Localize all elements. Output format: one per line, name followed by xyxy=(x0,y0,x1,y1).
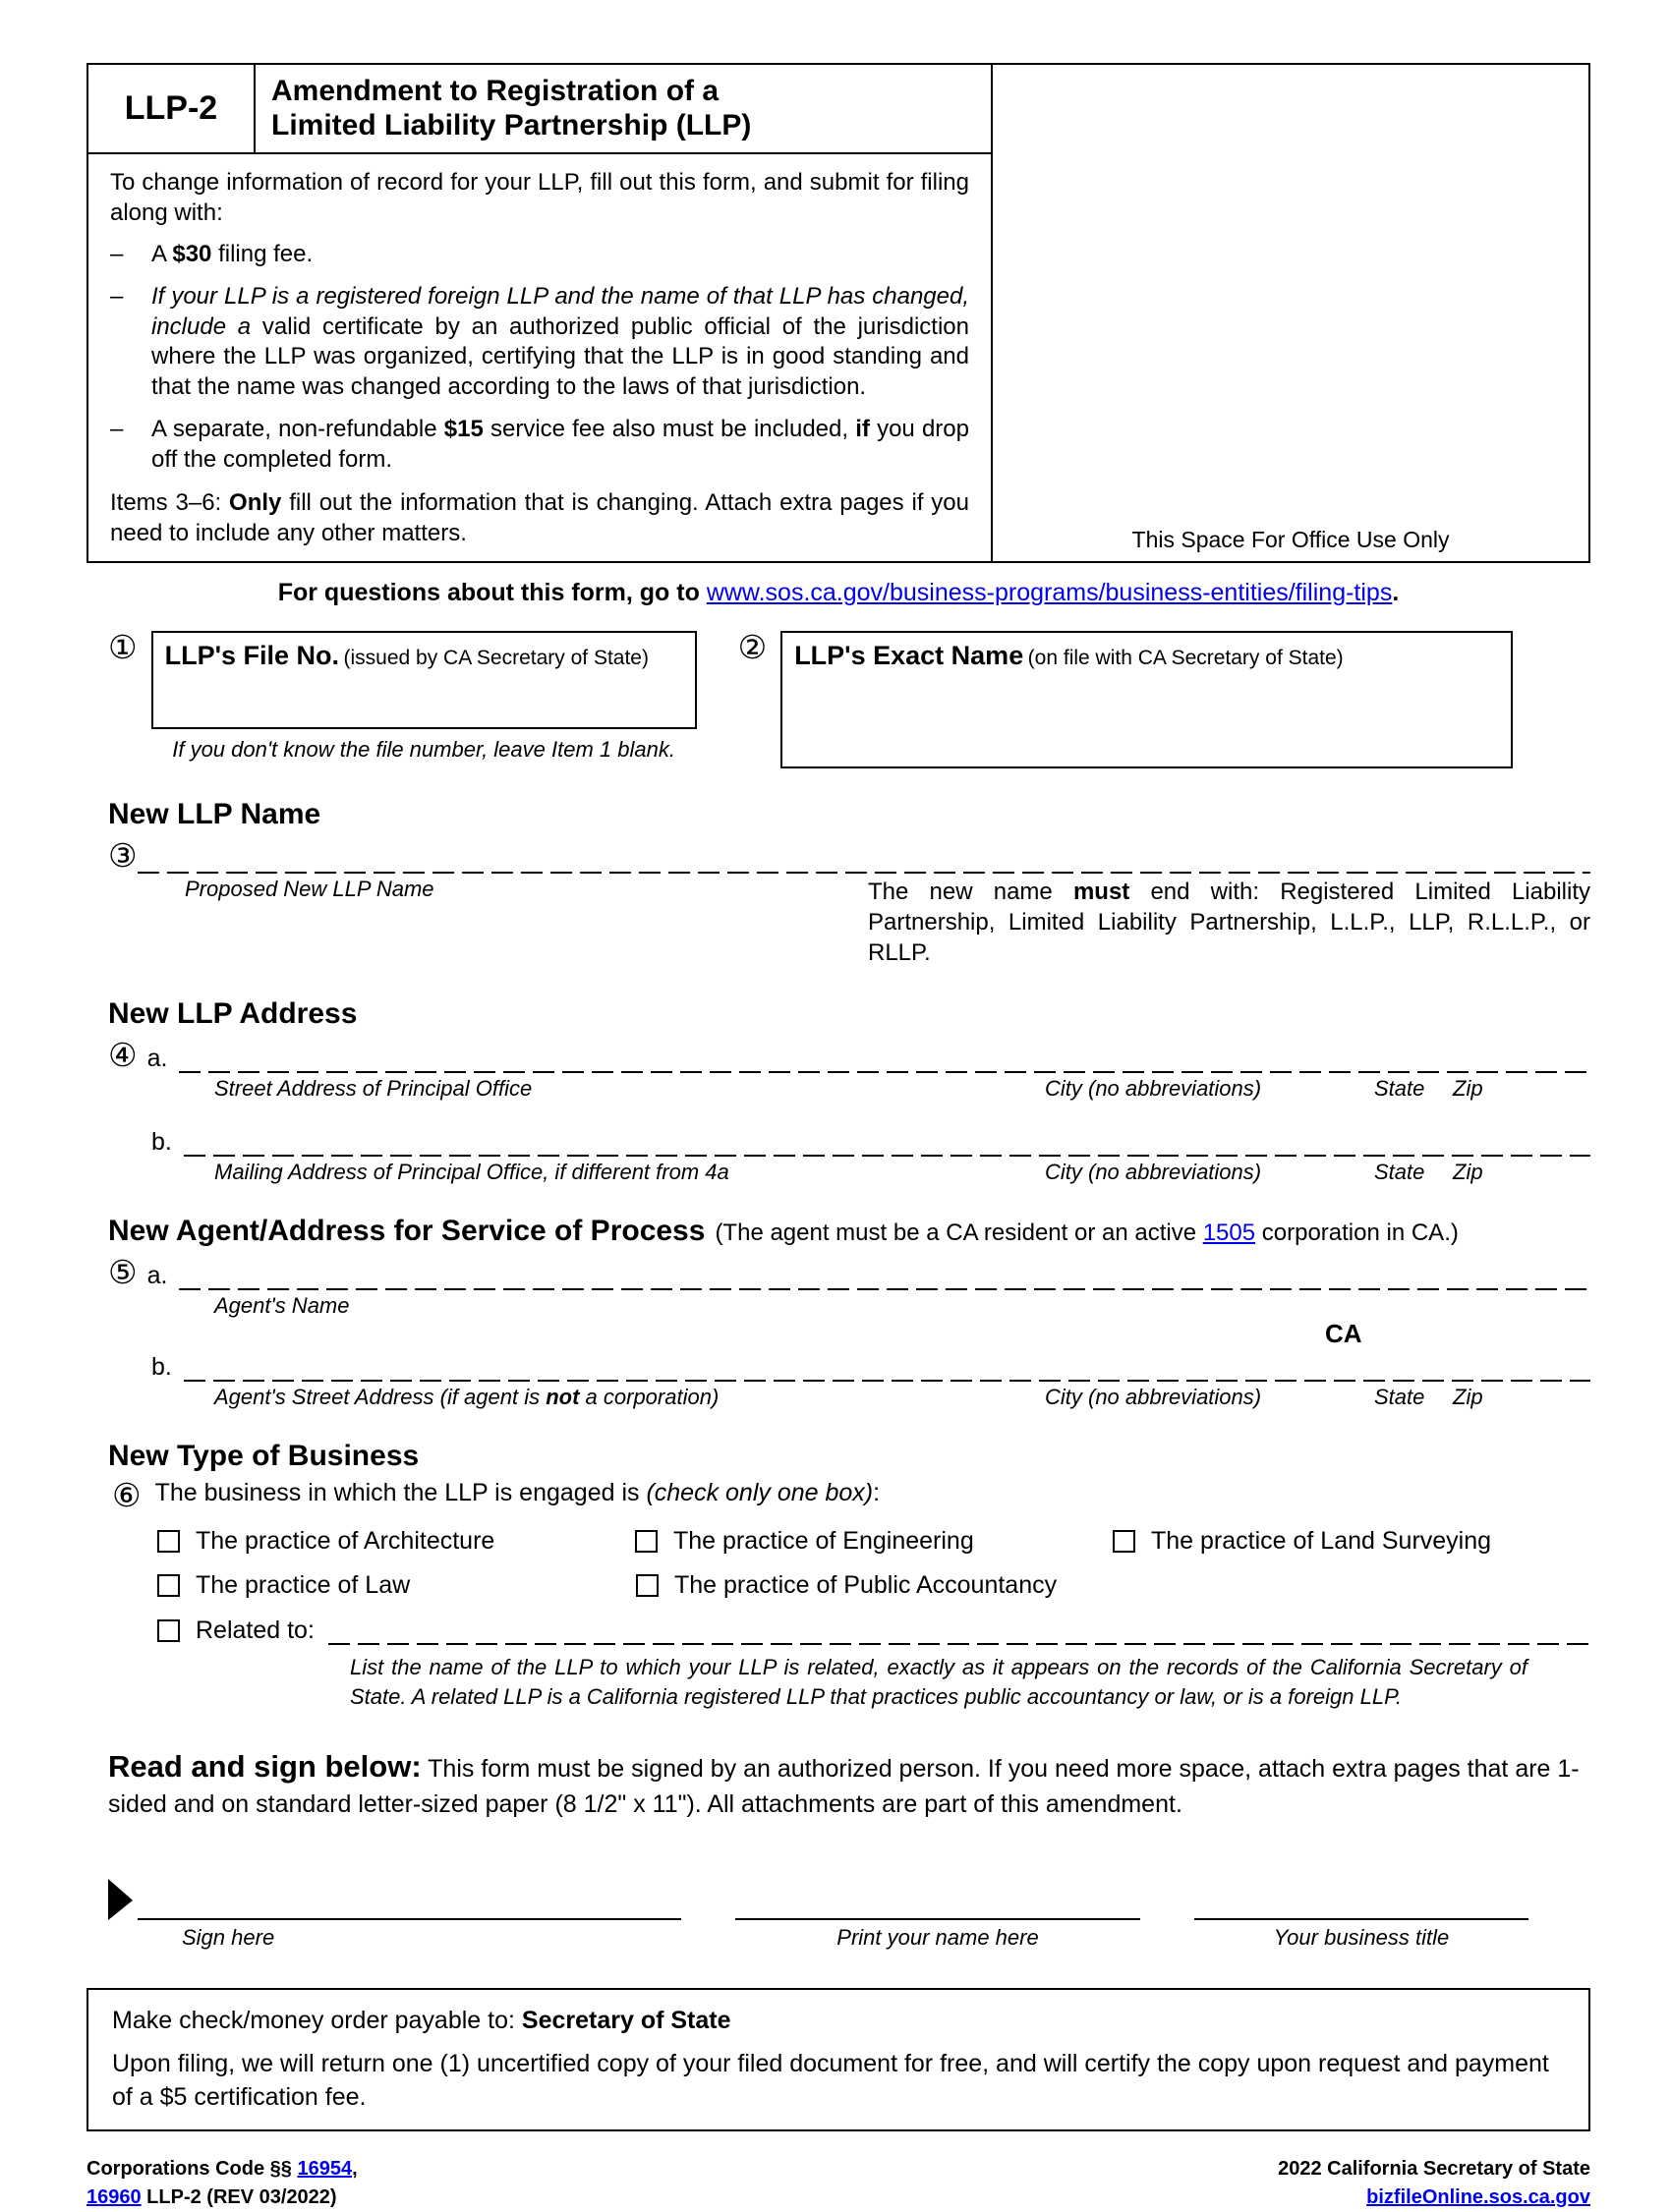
mailing-address-field[interactable] xyxy=(184,1123,1590,1157)
agent-name-label: Agent's Name xyxy=(214,1293,350,1319)
bullet-dash: – xyxy=(110,415,124,442)
new-name-requirement-note: The new name must end with: Registered Limited Liability Partnership, Limited Liability Partnership, L.L.P., LLP, R.L.L.P., or RLLP. xyxy=(868,878,1590,967)
section-1505-link[interactable]: 1505 xyxy=(1202,1219,1256,1247)
bullet-dash: – xyxy=(110,241,124,268)
state-label: State xyxy=(1374,1076,1425,1102)
business-title-label: Your business title xyxy=(1273,1925,1450,1951)
item-1-note: If you don't know the file number, leave Item 1 blank. xyxy=(172,736,675,762)
new-type-of-business-heading: New Type of Business xyxy=(108,1440,420,1473)
items-3-6-note: Items 3–6: Only fill out the information that is changing. Attach extra pages if you need to include any other matters. xyxy=(110,489,969,546)
city-label: City (no abbreviations) xyxy=(1045,1076,1262,1102)
agent-street-address-field[interactable] xyxy=(184,1348,1590,1382)
checkbox-icon[interactable] xyxy=(636,1574,659,1597)
option-land-surveying[interactable]: The practice of Land Surveying xyxy=(1113,1527,1590,1556)
bullet-service-fee-text: A separate, non-refundable $15 service fee also must be included, if you drop off the completed form. xyxy=(151,415,969,473)
address-row-b xyxy=(86,1123,1590,1157)
checkbox-icon[interactable] xyxy=(157,1619,180,1642)
bizfile-link[interactable]: bizfileOnline.sos.ca.gov xyxy=(1366,2186,1590,2209)
new-llp-name-heading: New LLP Name xyxy=(108,797,321,830)
related-llp-name-field[interactable] xyxy=(328,1616,1590,1645)
top-area xyxy=(86,63,1590,563)
business-sentence-text: The business in which the LLP is engaged is (check only one box): xyxy=(154,1479,881,1507)
form-title-line1: Amendment to Registration of a xyxy=(271,75,720,107)
signature-labels xyxy=(86,1925,1590,1951)
print-name-label: Print your name here xyxy=(836,1925,1039,1951)
agent-row-b-labels xyxy=(86,1385,1590,1410)
agent-row-a xyxy=(86,1256,1590,1290)
footer-right xyxy=(1278,2155,1590,2212)
option-law[interactable]: The practice of Law xyxy=(157,1571,636,1600)
option-engineering[interactable]: The practice of Engineering xyxy=(635,1527,1113,1556)
llp-exact-name-label: LLP's Exact Name xyxy=(794,640,1024,670)
street-address-label: Street Address of Principal Office xyxy=(214,1076,533,1102)
llp-file-number-label: LLP's File No. xyxy=(164,640,340,670)
bullet-dash: – xyxy=(110,282,124,310)
item-1 xyxy=(108,628,697,768)
instruction-bullet-service-fee xyxy=(110,415,969,475)
address-row-a xyxy=(86,1039,1590,1073)
business-options-row-1 xyxy=(86,1527,1590,1556)
instruction-bullet-fee xyxy=(110,240,969,270)
item-2 xyxy=(737,628,1514,768)
read-and-sign-lead: Read and sign below: xyxy=(108,1748,422,1784)
new-llp-address-heading: New LLP Address xyxy=(108,997,358,1031)
street-address-field[interactable] xyxy=(179,1040,1590,1073)
zip-label: Zip xyxy=(1453,1076,1483,1102)
city-label: City (no abbreviations) xyxy=(1045,1160,1262,1185)
state-label: State xyxy=(1374,1160,1425,1185)
new-llp-name-row xyxy=(86,836,1590,874)
code-16954-link[interactable]: 16954 xyxy=(297,2158,353,2181)
llp-exact-name-field[interactable] xyxy=(780,631,1513,768)
mailing-address-label: Mailing Address of Principal Office, if different from 4a xyxy=(214,1160,729,1185)
new-llp-name-labels xyxy=(86,877,1590,969)
new-agent-heading: New Agent/Address for Service of Process (The agent must be a CA resident or an active 1505 corporation in CA.) xyxy=(108,1215,1459,1248)
checkbox-icon[interactable] xyxy=(157,1574,180,1597)
checkbox-icon[interactable] xyxy=(1113,1530,1135,1553)
option-architecture[interactable]: The practice of Architecture xyxy=(157,1527,635,1556)
address-row-b-labels xyxy=(86,1160,1590,1185)
agent-row-a-labels xyxy=(86,1293,1590,1319)
address-row-a-labels xyxy=(86,1076,1590,1102)
agent-street-address-label: Agent's Street Address (if agent is not a corporation) xyxy=(214,1385,720,1410)
llp-file-number-field[interactable] xyxy=(151,631,697,729)
zip-label: Zip xyxy=(1453,1160,1483,1185)
item-3-number: ③ xyxy=(108,836,138,874)
proposed-new-llp-name-field[interactable] xyxy=(138,840,1590,874)
row-b-letter: b. xyxy=(151,1128,172,1157)
item-6-number: ⑥ xyxy=(112,1477,142,1514)
payment-info-box xyxy=(86,1988,1590,2131)
read-and-sign-paragraph: Read and sign below: This form must be signed by an authorized person. If you need more space, attach extra pages that are 1-sided and on standard letter-sized paper (8 1/2" x 11"). All attachments are part of this amendment. xyxy=(108,1748,1580,1819)
agent-state-prefill: CA xyxy=(1325,1319,1362,1349)
bullet-fee-text: A $30 filing fee. xyxy=(151,241,314,268)
business-options-row-2 xyxy=(86,1571,1590,1600)
item-5-number: ⑤ xyxy=(108,1254,138,1291)
sign-here-label: Sign here xyxy=(182,1925,275,1951)
option-related-to[interactable]: Related to: xyxy=(157,1616,1590,1645)
form-title-line2: Limited Liability Partnership (LLP) xyxy=(271,109,752,142)
row-a-letter: a. xyxy=(146,1262,168,1290)
signature-field[interactable] xyxy=(138,1883,681,1920)
agent-name-field[interactable] xyxy=(179,1257,1590,1290)
instructions-box xyxy=(86,154,993,563)
item-2-number: ② xyxy=(737,628,768,665)
row-b-letter: b. xyxy=(151,1353,172,1382)
form-code: LLP-2 xyxy=(86,63,256,154)
city-label: City (no abbreviations) xyxy=(1045,1385,1262,1410)
row-a-letter: a. xyxy=(146,1045,168,1073)
filing-tips-link[interactable]: www.sos.ca.gov/business-programs/business-entities/filing-tips xyxy=(706,578,1393,606)
page-footer xyxy=(86,2155,1590,2212)
sign-here-arrow-icon xyxy=(108,1879,133,1920)
office-use-box xyxy=(993,63,1590,563)
llp-file-number-sublabel: (issued by CA Secretary of State) xyxy=(343,646,649,669)
form-title xyxy=(256,63,993,154)
item-4-number: ④ xyxy=(108,1037,138,1074)
agent-row-b xyxy=(86,1348,1590,1382)
form-header xyxy=(86,63,993,154)
questions-line: For questions about this form, go to www.sos.ca.gov/business-programs/business-entities/filing-tips. xyxy=(277,578,1400,606)
signature-row xyxy=(86,1879,1590,1920)
bullet-foreign-text: If your LLP is a registered foreign LLP and the name of that LLP has changed, include a valid certificate by an authorized public official of the jurisdiction where the LLP was organized, certifying that the LLP is in good standing and that the name was changed according to the laws of that jurisdiction. xyxy=(151,282,969,401)
checkbox-icon[interactable] xyxy=(635,1530,658,1553)
business-title-field[interactable] xyxy=(1194,1883,1528,1920)
state-label: State xyxy=(1374,1385,1425,1410)
instructions-intro: To change information of record for your LLP, fill out this form, and submit for filing along with: xyxy=(110,168,969,226)
agent-requirement-note: (The agent must be a CA resident or an active 1505 corporation in CA.) xyxy=(715,1219,1459,1247)
office-use-label: This Space For Office Use Only xyxy=(1131,526,1450,552)
proposed-new-llp-name-label: Proposed New LLP Name xyxy=(185,876,434,901)
llp-exact-name-sublabel: (on file with CA Secretary of State) xyxy=(1027,646,1344,669)
payable-line: Make check/money order payable to: Secretary of State xyxy=(112,2007,731,2035)
business-sentence xyxy=(86,1477,1590,1514)
instruction-bullet-foreign xyxy=(110,282,969,403)
item-1-number: ① xyxy=(108,628,138,665)
code-16960-link[interactable]: 16960 xyxy=(86,2186,142,2209)
business-options-row-3 xyxy=(86,1616,1590,1645)
copy-note: Upon filing, we will return one (1) uncertified copy of your filed document for free, and will certify the copy upon request and payment of a $5 certification fee. xyxy=(112,2049,1549,2111)
top-left-column xyxy=(86,63,993,563)
footer-left: Corporations Code §§ 16954, 16960 LLP-2 (REV 03/2022) xyxy=(86,2158,358,2209)
footer-copyright: 2022 California Secretary of State xyxy=(1278,2158,1590,2181)
checkbox-icon[interactable] xyxy=(157,1530,180,1553)
print-name-field[interactable] xyxy=(735,1883,1140,1920)
related-llp-note: List the name of the LLP to which your LLP is related, exactly as it appears on the records of the California Secretary of State. A related LLP is a California registered LLP that practices public accountancy or law, or is a foreign LLP. xyxy=(350,1655,1527,1709)
option-public-accountancy[interactable]: The practice of Public Accountancy xyxy=(636,1571,1115,1600)
zip-label: Zip xyxy=(1453,1385,1483,1410)
items-1-2-row xyxy=(86,628,1590,768)
